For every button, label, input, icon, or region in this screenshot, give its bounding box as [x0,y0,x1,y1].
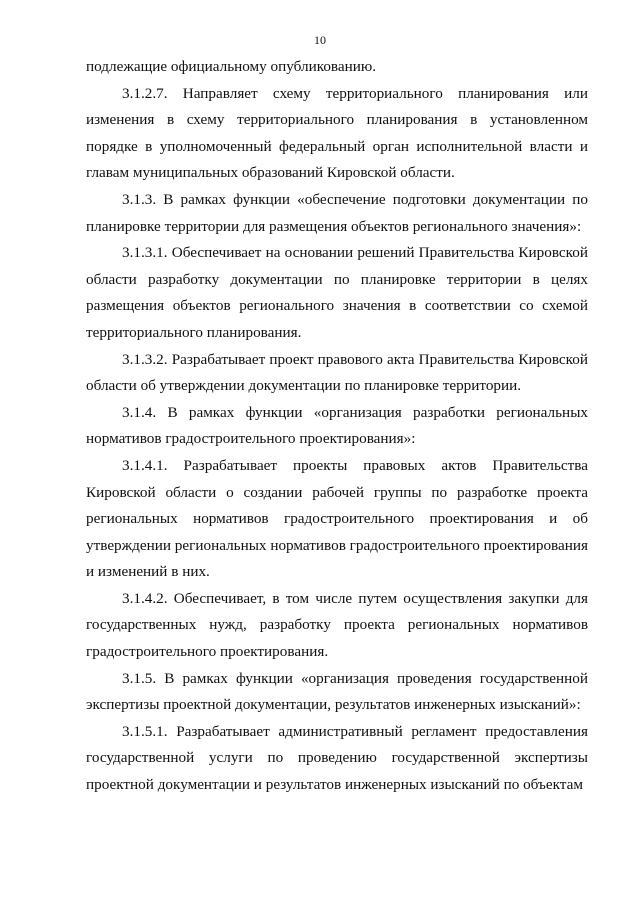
paragraph-3-1-3-1: 3.1.3.1. Обеспечивает на основании решений Правительства Кировской области разработку документации по планировке территории в целях размещения объектов регионального значения в соответствии со схемой территориального планирования. [86,244,588,341]
paragraph-3-1-3-2: 3.1.3.2. Разрабатывает проект правового акта Правительства Кировской области об утверждении документации по планировке территории. [86,350,588,395]
paragraph-3-1-4-2: 3.1.4.2. Обеспечивает, в том числе путем осуществления закупки для государственных нужд, разработку проекта региональных нормативов градостроительного проектирования. [86,589,588,661]
paragraph-continuation: подлежащие официальному опубликованию. [86,58,377,75]
document-body [86,54,588,799]
paragraph-3-1-5-1: 3.1.5.1. Разрабатывает административный регламент предоставления государственной услуги по проведению государственной экспертизы проектной документации и результатов инженерных изысканий по объектам [86,722,588,794]
paragraph-3-1-5: 3.1.5. В рамках функции «организация проведения государственной экспертизы проектной документации, результатов инженерных изысканий»: [86,669,588,714]
paragraph-3-1-4-1: 3.1.4.1. Разрабатывает проекты правовых актов Правительства Кировской области о создании рабочей группы по разработке проекта региональных нормативов градостроительного проектирования и об утверждении региональных нормативов градостроительного проектирования и изменений в них. [86,456,588,581]
paragraph-3-1-3: 3.1.3. В рамках функции «обеспечение подготовки документации по планировке территории для размещения объектов регионального значения»: [86,190,588,235]
paragraph-3-1-4: 3.1.4. В рамках функции «организация разработки региональных нормативов градостроительного проектирования»: [86,403,588,448]
paragraph-3-1-2-7: 3.1.2.7. Направляет схему территориального планирования или изменения в схему территориального планирования в установленном порядке в уполномоченный федеральный орган исполнительной власти и главам муниципальных образований Кировской области. [86,84,588,182]
page-number: 10 [314,33,326,47]
